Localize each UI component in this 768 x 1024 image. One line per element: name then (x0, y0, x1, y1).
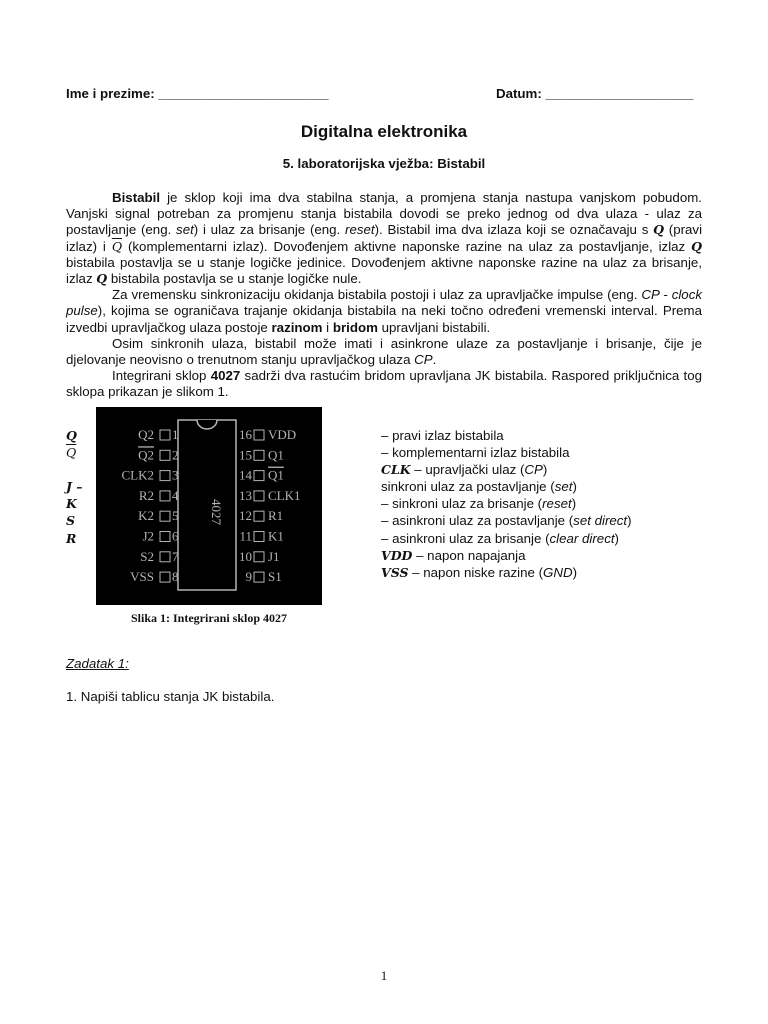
legend-item-symbol: VSS (381, 564, 409, 580)
pin-pad (254, 491, 264, 501)
legend-item-text: sinkroni ulaz za postavljanje ( (381, 479, 555, 495)
text-span: ). Bistabil ima dva izlaza koji se označavaju s (374, 222, 654, 238)
pin-name: Q2 (138, 447, 154, 463)
legend-item-end: ) (542, 462, 548, 478)
pin-number: 5 (172, 508, 179, 524)
symbol-q: Q (96, 271, 108, 287)
task-title-text: Zadatak 1 (66, 656, 126, 671)
pin-number: 9 (245, 569, 252, 585)
intro-text (66, 190, 702, 401)
pin-pad (160, 471, 170, 481)
pin-number: 16 (239, 427, 252, 442)
legend-symbols (66, 427, 83, 547)
text-span: . (432, 352, 437, 368)
page-number: 1 (380, 968, 388, 983)
legend-item-term: set direct (573, 513, 628, 529)
pin-pad (160, 532, 170, 542)
ic-pin-left (130, 569, 178, 584)
legend-item-end: ) (572, 564, 578, 580)
text-span: reset (345, 222, 375, 238)
intro-paragraph-4 (66, 368, 702, 400)
right-pins (239, 427, 301, 584)
pin-number: 1 (172, 427, 179, 442)
ic-pin-left (142, 529, 179, 544)
term-bistabil: Bistabil (112, 190, 161, 205)
pin-name: VSS (130, 569, 154, 585)
ic-pin-right (239, 508, 283, 523)
text-span: upravljani bistabili. (377, 319, 491, 335)
text-span: sadrži dva rastućim bridom upravljana JK bistabila. Raspored priključnica tog sklopa prikazan je slikom 1. (66, 368, 702, 400)
legend-item-text: – upravljački ulaz ( (410, 462, 525, 478)
ic-body-outline (178, 420, 236, 590)
ic-pin-left (122, 468, 179, 483)
intro-paragraph-1 (66, 190, 702, 287)
symbol-q-bar: $\overline{Q}$ (111, 238, 123, 254)
pin-pad (254, 532, 264, 542)
ic-pin-right (239, 549, 280, 564)
legend-item (381, 512, 632, 529)
legend-symbol: S (66, 513, 76, 529)
ic-pin-left (140, 549, 179, 564)
pin-name: R2 (138, 487, 154, 503)
legend-item-term: set (554, 479, 573, 495)
pin-pad (160, 450, 170, 460)
legend-item-text: – asinkroni ulaz za postavljanje ( (381, 513, 574, 529)
legend-item (381, 530, 632, 547)
ic-pin-right (239, 488, 301, 503)
term-4027: 4027 (210, 368, 241, 384)
ic-pin-left (138, 508, 178, 523)
pin-name: S1 (268, 569, 282, 585)
pin-name: K1 (268, 528, 284, 544)
pin-pad (160, 552, 170, 562)
ic-pin-left (138, 427, 178, 442)
legend-item-end: ) (627, 513, 632, 529)
ic-pinout-diagram (96, 407, 322, 605)
pin-number: 2 (172, 447, 179, 463)
legend-item-end: ) (614, 530, 619, 546)
pin-number: 15 (239, 447, 252, 463)
ic-4027-figure (96, 407, 322, 605)
text-span: (pravi izlaz) i (66, 222, 703, 254)
ic-pin-left (139, 488, 179, 503)
term-razinom: razinom (271, 319, 323, 335)
legend-item-symbol: CLK (381, 462, 411, 478)
legend-item-symbol: VDD (381, 547, 413, 563)
pin-name: R1 (268, 508, 284, 524)
pin-name: S2 (140, 548, 154, 564)
pin-number: 3 (172, 467, 179, 483)
text-span: Integrirani sklop (112, 368, 211, 384)
pin-name: Q2 (138, 427, 154, 442)
legend-item (381, 444, 632, 461)
name-field-label: Ime i prezime: _______________________ (66, 86, 329, 101)
legend-item-term: clear direct (549, 530, 615, 546)
legend-item-term: reset (542, 496, 572, 512)
task-item-1: 1. Napiši tablicu stanja JK bistabila. (66, 689, 275, 704)
legend-item (381, 564, 632, 581)
legend-item-term: GND (543, 564, 573, 580)
legend-item (381, 495, 632, 512)
pin-number: 12 (239, 508, 252, 524)
pin-name: K2 (138, 508, 154, 524)
pin-name: J2 (142, 528, 154, 544)
task-title (66, 656, 129, 671)
pin-name: VDD (268, 427, 297, 442)
legend-item-text: – napon niske razine ( (408, 564, 544, 580)
term-bridom: bridom (332, 319, 378, 335)
symbol-q: Q (691, 238, 703, 254)
pin-pad (254, 471, 264, 481)
text-span: set (176, 222, 194, 238)
text-span: i (322, 319, 333, 335)
legend-item-text: – komplementarni izlaz bistabila (381, 445, 570, 461)
ic-pin-right (239, 468, 284, 483)
legend-symbol: Q (66, 428, 77, 443)
pin-number: 11 (239, 528, 252, 544)
legend-symbol (66, 461, 83, 478)
pin-pad (254, 511, 264, 521)
ic-notch (197, 420, 217, 429)
pin-number: 7 (172, 548, 179, 564)
pin-pad (254, 572, 264, 582)
task-title-colon: : (125, 656, 129, 671)
legend-item (381, 461, 632, 478)
legend-symbol: R (66, 530, 77, 546)
pin-name: J1 (268, 548, 280, 564)
ic-pin-left (138, 447, 178, 462)
pin-name: Q1 (268, 467, 284, 483)
pin-name: CLK1 (268, 487, 301, 503)
ic-pin-right (239, 427, 296, 442)
pin-pad (254, 450, 264, 460)
pin-number: 6 (172, 528, 179, 544)
document-title: Digitalna elektronika (300, 122, 468, 141)
pin-number: 4 (172, 487, 179, 503)
legend-item-text: – napon napajanja (412, 547, 526, 563)
text-span: (komplementarni izlaz). Dovođenjem aktivne naponske razine na ulaz za postavljanje, izlaz (122, 238, 692, 254)
pin-pad (254, 552, 264, 562)
legend-item (381, 478, 632, 495)
text-span: je sklop koji ima dva stabilna stanja, a promjena stanja nastupa vanjskom pobudom. Vanjski signal potreban za promjenu stanja bistabila dovodi se preko jednog od dva ulaza - ulaz za postavljanje (eng. (66, 190, 702, 238)
legend-item-text: – pravi izlaz bistabila (381, 428, 504, 443)
intro-paragraph-3 (66, 336, 702, 368)
pin-pad (160, 430, 170, 440)
pin-name: Q1 (268, 447, 284, 463)
pin-pad (160, 491, 170, 501)
legend-symbol: K (66, 496, 77, 512)
text-span: CP (414, 352, 433, 368)
pin-number: 13 (239, 487, 252, 503)
pin-number: 14 (239, 467, 252, 483)
ic-chip-label: 4027 (209, 499, 224, 525)
document-subtitle: 5. laboratorijska vježba: Bistabil (282, 156, 486, 171)
text-span: bistabila postavlja se u stanje logičke nule. (107, 271, 362, 287)
legend-symbol: J – (66, 479, 83, 495)
legend-item-text: – sinkroni ulaz za brisanje ( (381, 496, 543, 512)
figure-caption: Slika 1: Integrirani sklop 4027 (130, 611, 288, 625)
ic-pin-right (239, 447, 284, 462)
pin-number: 8 (172, 569, 179, 585)
text-span: ) i ulaz za brisanje (eng. (193, 222, 346, 238)
text-span: ), kojima se ograničava trajanje okidanja bistabila na neki točno određeni vremenski interval. Prema izvedbi upravljačkog ulaza postoje (66, 303, 702, 335)
symbol-q: Q (653, 222, 665, 238)
text-span: bistabila postavlja se u stanje logičke jedinice. Dovođenjem aktivne naponske razine na ulaz za brisanje, izlaz (66, 254, 702, 287)
legend-item (381, 427, 632, 444)
legend-item (381, 547, 632, 564)
legend-descriptions (381, 427, 632, 581)
intro-paragraph-2 (66, 287, 702, 336)
date-field-label: Datum: ____________________ (496, 86, 694, 101)
pin-name: CLK2 (121, 467, 154, 483)
legend-item-end: ) (572, 479, 577, 495)
pin-pad (160, 572, 170, 582)
legend-symbol: $\overline{Q}$ (66, 445, 77, 461)
pin-pad (160, 511, 170, 521)
legend-item-end: ) (571, 496, 577, 512)
ic-pin-right (239, 529, 283, 544)
text-span: CP - clock pulse (66, 287, 702, 319)
left-pins (122, 427, 180, 584)
legend-item-term: CP (524, 462, 543, 478)
legend-item-text: – asinkroni ulaz za brisanje ( (381, 530, 550, 546)
pin-pad (254, 430, 264, 440)
pin-number: 10 (239, 548, 252, 564)
text-span: Za vremensku sinkronizaciju okidanja bistabila postoji i ulaz za upravljačke impulse (eng. (112, 287, 642, 303)
ic-pin-right (246, 569, 282, 584)
text-span: Osim sinkronih ulaza, bistabil može imati i asinkrone ulaze za postavljanje i brisanje, čije je djelovanje neovisno o trenutnom stanju upravljačkog ulaza (66, 335, 702, 368)
